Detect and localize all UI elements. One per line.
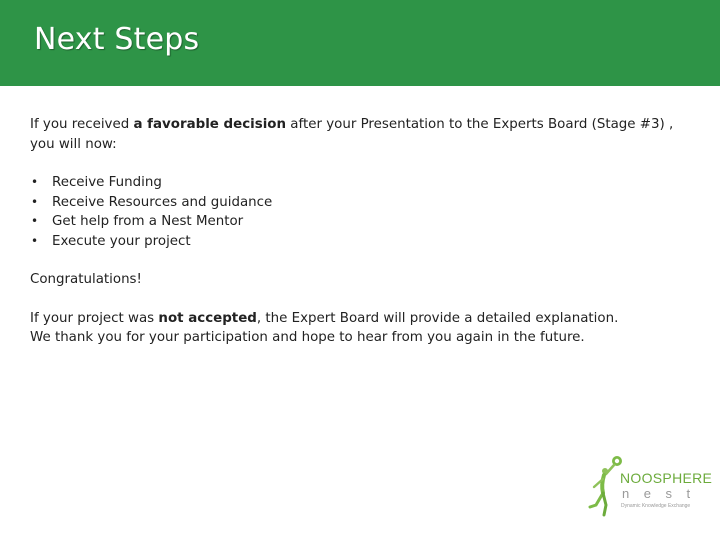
list-item bbox=[30, 173, 680, 193]
bullet-icon: • bbox=[31, 194, 39, 209]
intro-paragraph bbox=[30, 115, 680, 154]
congratulations-text: Congratulations! bbox=[30, 272, 142, 287]
list-item bbox=[30, 193, 680, 213]
slide-body bbox=[30, 115, 680, 348]
thanks-paragraph: We thank you for your participation and hope to hear from you again in the future. bbox=[30, 330, 585, 345]
person-reaching-leaf-icon bbox=[584, 453, 624, 519]
intro-text-start: If you received bbox=[30, 117, 134, 132]
list-item bbox=[30, 232, 680, 252]
logo-wordmark: NOOSPHERE bbox=[620, 470, 713, 486]
list-item bbox=[30, 212, 680, 232]
rejection-text-start: If your project was bbox=[30, 310, 159, 326]
list-item-label: Get help from a Nest Mentor bbox=[52, 214, 244, 229]
slide-title: Next Steps bbox=[34, 22, 200, 57]
rejection-paragraph bbox=[30, 309, 680, 329]
intro-emphasis: a favorable decision bbox=[133, 117, 287, 132]
rejection-text-end: , the Expert Board will provide a detailed explanation. bbox=[256, 310, 619, 326]
bullet-icon: • bbox=[31, 175, 39, 189]
list-item-label: Receive Resources and guidance bbox=[52, 194, 273, 210]
rejection-emphasis: not accepted bbox=[158, 310, 257, 326]
list-item-label: Execute your project bbox=[52, 233, 191, 249]
noosphere-nest-logo bbox=[584, 453, 713, 519]
bullet-icon: • bbox=[31, 233, 39, 248]
intro-text-end: after your Presentation to the Experts Board (Stage #3) , you will now: bbox=[30, 117, 674, 152]
logo-tagline: Dynamic Knowledge Exchange bbox=[621, 503, 691, 509]
benefits-list bbox=[30, 173, 680, 251]
list-item-label: Receive Funding bbox=[52, 175, 162, 190]
logo-subword: nest bbox=[622, 486, 705, 501]
title-bar bbox=[0, 0, 720, 86]
bullet-icon: • bbox=[31, 214, 39, 228]
